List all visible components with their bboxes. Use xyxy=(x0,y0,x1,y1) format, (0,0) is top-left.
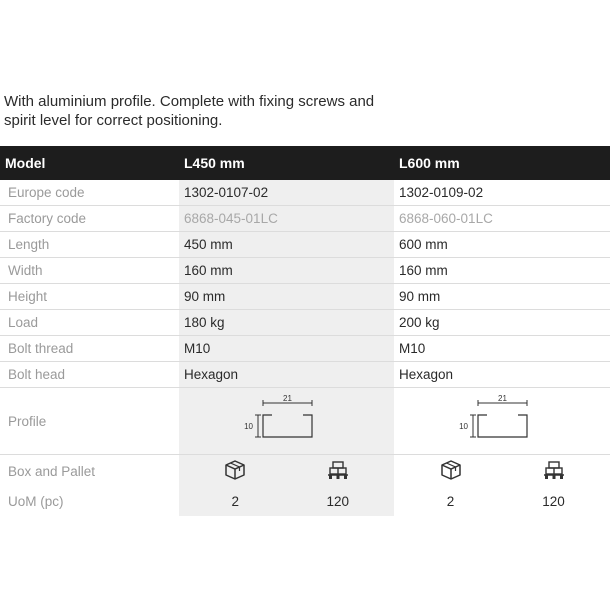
cell-l450: Hexagon xyxy=(179,362,394,388)
table-row xyxy=(0,206,610,232)
cell-l600: 1302-0109-02 xyxy=(394,180,610,206)
pallet-icon xyxy=(327,460,349,480)
cell-l600: 6868-060-01LC xyxy=(394,206,610,232)
table-row xyxy=(0,310,610,336)
row-label: UoM (pc) xyxy=(8,494,64,509)
uom-row xyxy=(0,487,610,516)
table-row xyxy=(0,258,610,284)
row-label: Load xyxy=(0,310,179,336)
uom-l450 xyxy=(179,487,394,516)
row-label: Box and Pallet xyxy=(8,463,96,479)
profile-diagram-l450 xyxy=(179,388,394,455)
cell-l450: 160 mm xyxy=(179,258,394,284)
table-row xyxy=(0,284,610,310)
box-pallet-l450 xyxy=(179,455,394,488)
table-row xyxy=(0,362,610,388)
cell-l450: 6868-045-01LC xyxy=(179,206,394,232)
box-icon xyxy=(440,460,462,480)
cell-l450: M10 xyxy=(179,336,394,362)
table-row xyxy=(0,232,610,258)
header-l600: L600 mm xyxy=(394,146,610,180)
header-l450: L450 mm xyxy=(179,146,394,180)
uom-pallet-count: 120 xyxy=(326,494,350,509)
profile-diagram xyxy=(459,394,542,443)
table-header-row xyxy=(0,146,610,180)
uom-l600 xyxy=(394,487,610,516)
profile-row xyxy=(0,388,610,455)
cell-l450: 1302-0107-02 xyxy=(179,180,394,206)
cell-l450: 180 kg xyxy=(179,310,394,336)
cell-l600: 90 mm xyxy=(394,284,610,310)
table-row xyxy=(0,336,610,362)
intro-line-1: With aluminium profile. Complete with fixing screws and xyxy=(4,93,375,110)
row-label: Bolt thread xyxy=(0,336,179,362)
box-pallet-row xyxy=(0,455,610,488)
box-icon xyxy=(224,460,246,480)
width-dimension: 21 xyxy=(498,394,507,403)
cell-l600: 600 mm xyxy=(394,232,610,258)
height-dimension: 10 xyxy=(243,422,253,431)
row-label: Profile xyxy=(0,388,179,455)
uom-pallet-count: 120 xyxy=(542,494,565,509)
row-label: Factory code xyxy=(0,206,179,232)
row-label: Bolt head xyxy=(0,362,179,388)
width-dimension: 21 xyxy=(282,394,292,403)
row-label: Europe code xyxy=(0,180,179,206)
cell-l600: Hexagon xyxy=(394,362,610,388)
cell-l450: 90 mm xyxy=(179,284,394,310)
intro-text xyxy=(4,92,604,130)
pallet-icon xyxy=(543,460,565,480)
uom-box-count: 2 xyxy=(231,494,239,509)
cell-l450: 450 mm xyxy=(179,232,394,258)
uom-box-count: 2 xyxy=(446,494,455,509)
profile-diagram-l600 xyxy=(394,388,610,455)
row-label: Height xyxy=(0,284,179,310)
header-model: Model xyxy=(0,146,179,180)
cell-l600: M10 xyxy=(394,336,610,362)
cell-l600: 160 mm xyxy=(394,258,610,284)
spec-table xyxy=(0,146,610,516)
height-dimension: 10 xyxy=(459,422,468,431)
row-label: Length xyxy=(0,232,179,258)
profile-diagram xyxy=(243,394,327,443)
intro-line-2: spirit level for correct positioning. xyxy=(4,112,223,129)
box-pallet-l600 xyxy=(394,455,610,488)
table-row xyxy=(0,180,610,206)
row-label: Width xyxy=(0,258,179,284)
cell-l600: 200 kg xyxy=(394,310,610,336)
